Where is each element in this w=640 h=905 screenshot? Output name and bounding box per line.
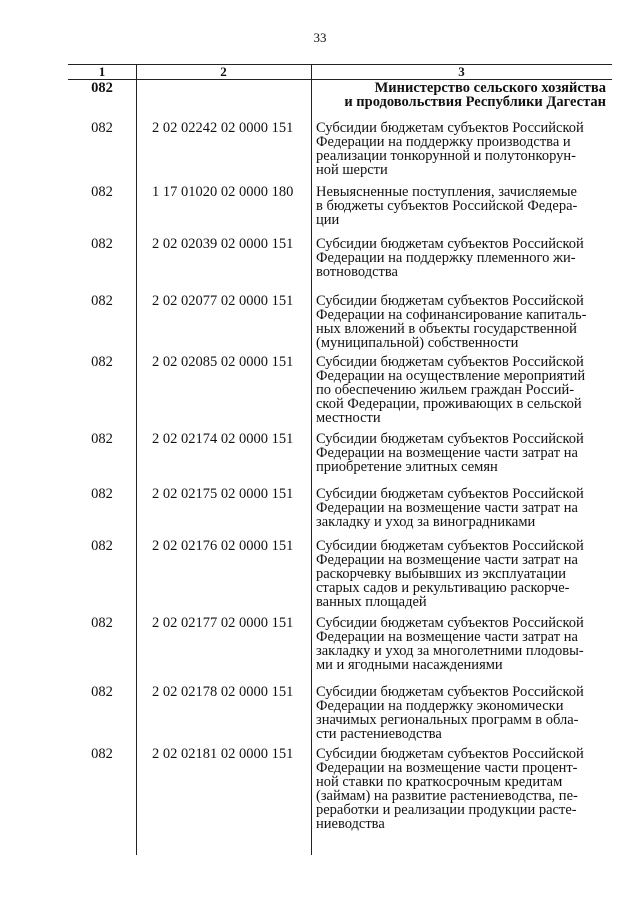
text-line: закладку и уход за виноградниками [316,514,536,530]
text-line: раскорчевку выбывших из эксплуатации [316,566,567,582]
text-line: реработки и реализации продукции расте- [316,802,577,818]
ministry-name [316,81,606,109]
text-line: Министерство сельского хозяйства [374,80,606,96]
budget-classification-code: 2 02 02039 02 0000 151 [152,236,294,252]
text-line: Федерации на софинансирование капиталь- [316,307,587,323]
admin-code: 082 [91,120,113,136]
text-line: Федерации на возмещение части затрат на [316,552,578,568]
admin-code: 082 [91,354,113,370]
budget-classification-code: 1 17 01020 02 0000 180 [152,184,294,200]
text-line: (муниципальной) собственности [316,335,519,351]
admin-code: 082 [91,746,113,762]
admin-code: 082 [91,431,113,447]
admin-code: 082 [91,486,113,502]
text-line: Федерации на поддержку производства и [316,134,571,150]
budget-classification-code: 2 02 02085 02 0000 151 [152,354,294,370]
text-line: и продовольствия Республики Дагестан [344,94,606,110]
revenue-description [316,294,606,350]
revenue-description [316,487,606,529]
text-line: значимых региональных программ в обла- [316,712,579,728]
budget-classification-code: 2 02 02174 02 0000 151 [152,431,294,447]
admin-code: 082 [91,236,113,252]
admin-code: 082 [91,615,113,631]
table-header-row [68,65,612,80]
text-line: Субсидии бюджетам субъектов Российской [316,293,584,309]
budget-classification-code: 2 02 02175 02 0000 151 [152,486,294,502]
text-line: Федерации на поддержку экономически [316,698,564,714]
budget-codes-table [68,64,612,855]
text-line: ской Федерации, проживающих в сельской [316,396,582,412]
text-line: (займам) на развитие растениеводства, пе- [316,788,578,804]
budget-classification-code: 2 02 02077 02 0000 151 [152,293,294,309]
revenue-description [316,237,606,279]
column-header-2: 2 [220,64,227,79]
text-line: ми и ягодными насаждениями [316,657,503,673]
text-line: Субсидии бюджетам субъектов Российской [316,236,584,252]
revenue-description [316,185,606,227]
text-line: ной шерсти [316,162,388,178]
revenue-description [316,616,606,672]
text-line: ниеводства [316,816,385,832]
budget-classification-code: 2 02 02242 02 0000 151 [152,120,294,136]
text-line: Субсидии бюджетам субъектов Российской [316,354,584,370]
text-line: Субсидии бюджетам субъектов Российской [316,486,584,502]
text-line: в бюджеты субъектов Российской Федера- [316,198,578,214]
text-line: вотноводства [316,264,398,280]
text-line: Субсидии бюджетам субъектов Российской [316,431,584,447]
text-line: Федерации на поддержку племенного жи- [316,250,576,266]
text-line: Федерации на возмещение части процент- [316,760,578,776]
admin-code: 082 [91,80,113,96]
text-line: Невыясненные поступления, зачисляемые [316,184,577,200]
text-line: Субсидии бюджетам субъектов Российской [316,538,584,554]
text-line: ванных площадей [316,594,427,610]
text-line: Федерации на возмещение части затрат на [316,445,578,461]
text-line: ных вложений в объекты государственной [316,321,577,337]
revenue-description [316,685,606,741]
text-line: Субсидии бюджетам субъектов Российской [316,615,584,631]
text-line: Федерации на возмещение части затрат на [316,500,578,516]
text-line: ции [316,212,340,228]
text-line: ной ставки по краткосрочным кредитам [316,774,563,790]
budget-classification-code: 2 02 02178 02 0000 151 [152,684,294,700]
text-line: Федерации на осуществление мероприятий [316,368,586,384]
text-line: по обеспечению жильем граждан Россий- [316,382,575,398]
admin-code: 082 [91,184,113,200]
revenue-description [316,355,606,425]
text-line: Федерации на возмещение части затрат на [316,629,578,645]
admin-code: 082 [91,293,113,309]
text-line: старых садов и рекультивацию раскорче- [316,580,570,596]
column-header-1: 1 [98,64,106,79]
revenue-description [316,121,606,177]
column-divider [136,65,137,855]
text-line: приобретение элитных семян [316,459,498,475]
budget-classification-code: 2 02 02176 02 0000 151 [152,538,294,554]
text-line: Субсидии бюджетам субъектов Российской [316,120,584,136]
text-line: реализации тонкорунной и полутонкорун- [316,148,576,164]
text-line: закладку и уход за многолетними плодовы- [316,643,584,659]
text-line: Субсидии бюджетам субъектов Российской [316,746,584,762]
column-header-3: 3 [458,64,465,79]
text-line: Субсидии бюджетам субъектов Российской [316,684,584,700]
revenue-description [316,432,606,474]
text-line: местности [316,410,381,426]
text-line: сти растениеводства [316,726,442,742]
admin-code: 082 [91,538,113,554]
admin-code: 082 [91,684,113,700]
budget-classification-code: 2 02 02181 02 0000 151 [152,746,294,762]
revenue-description [316,747,606,831]
page-number: 33 [313,30,327,45]
column-divider [311,65,312,855]
revenue-description [316,539,606,609]
budget-classification-code: 2 02 02177 02 0000 151 [152,615,294,631]
